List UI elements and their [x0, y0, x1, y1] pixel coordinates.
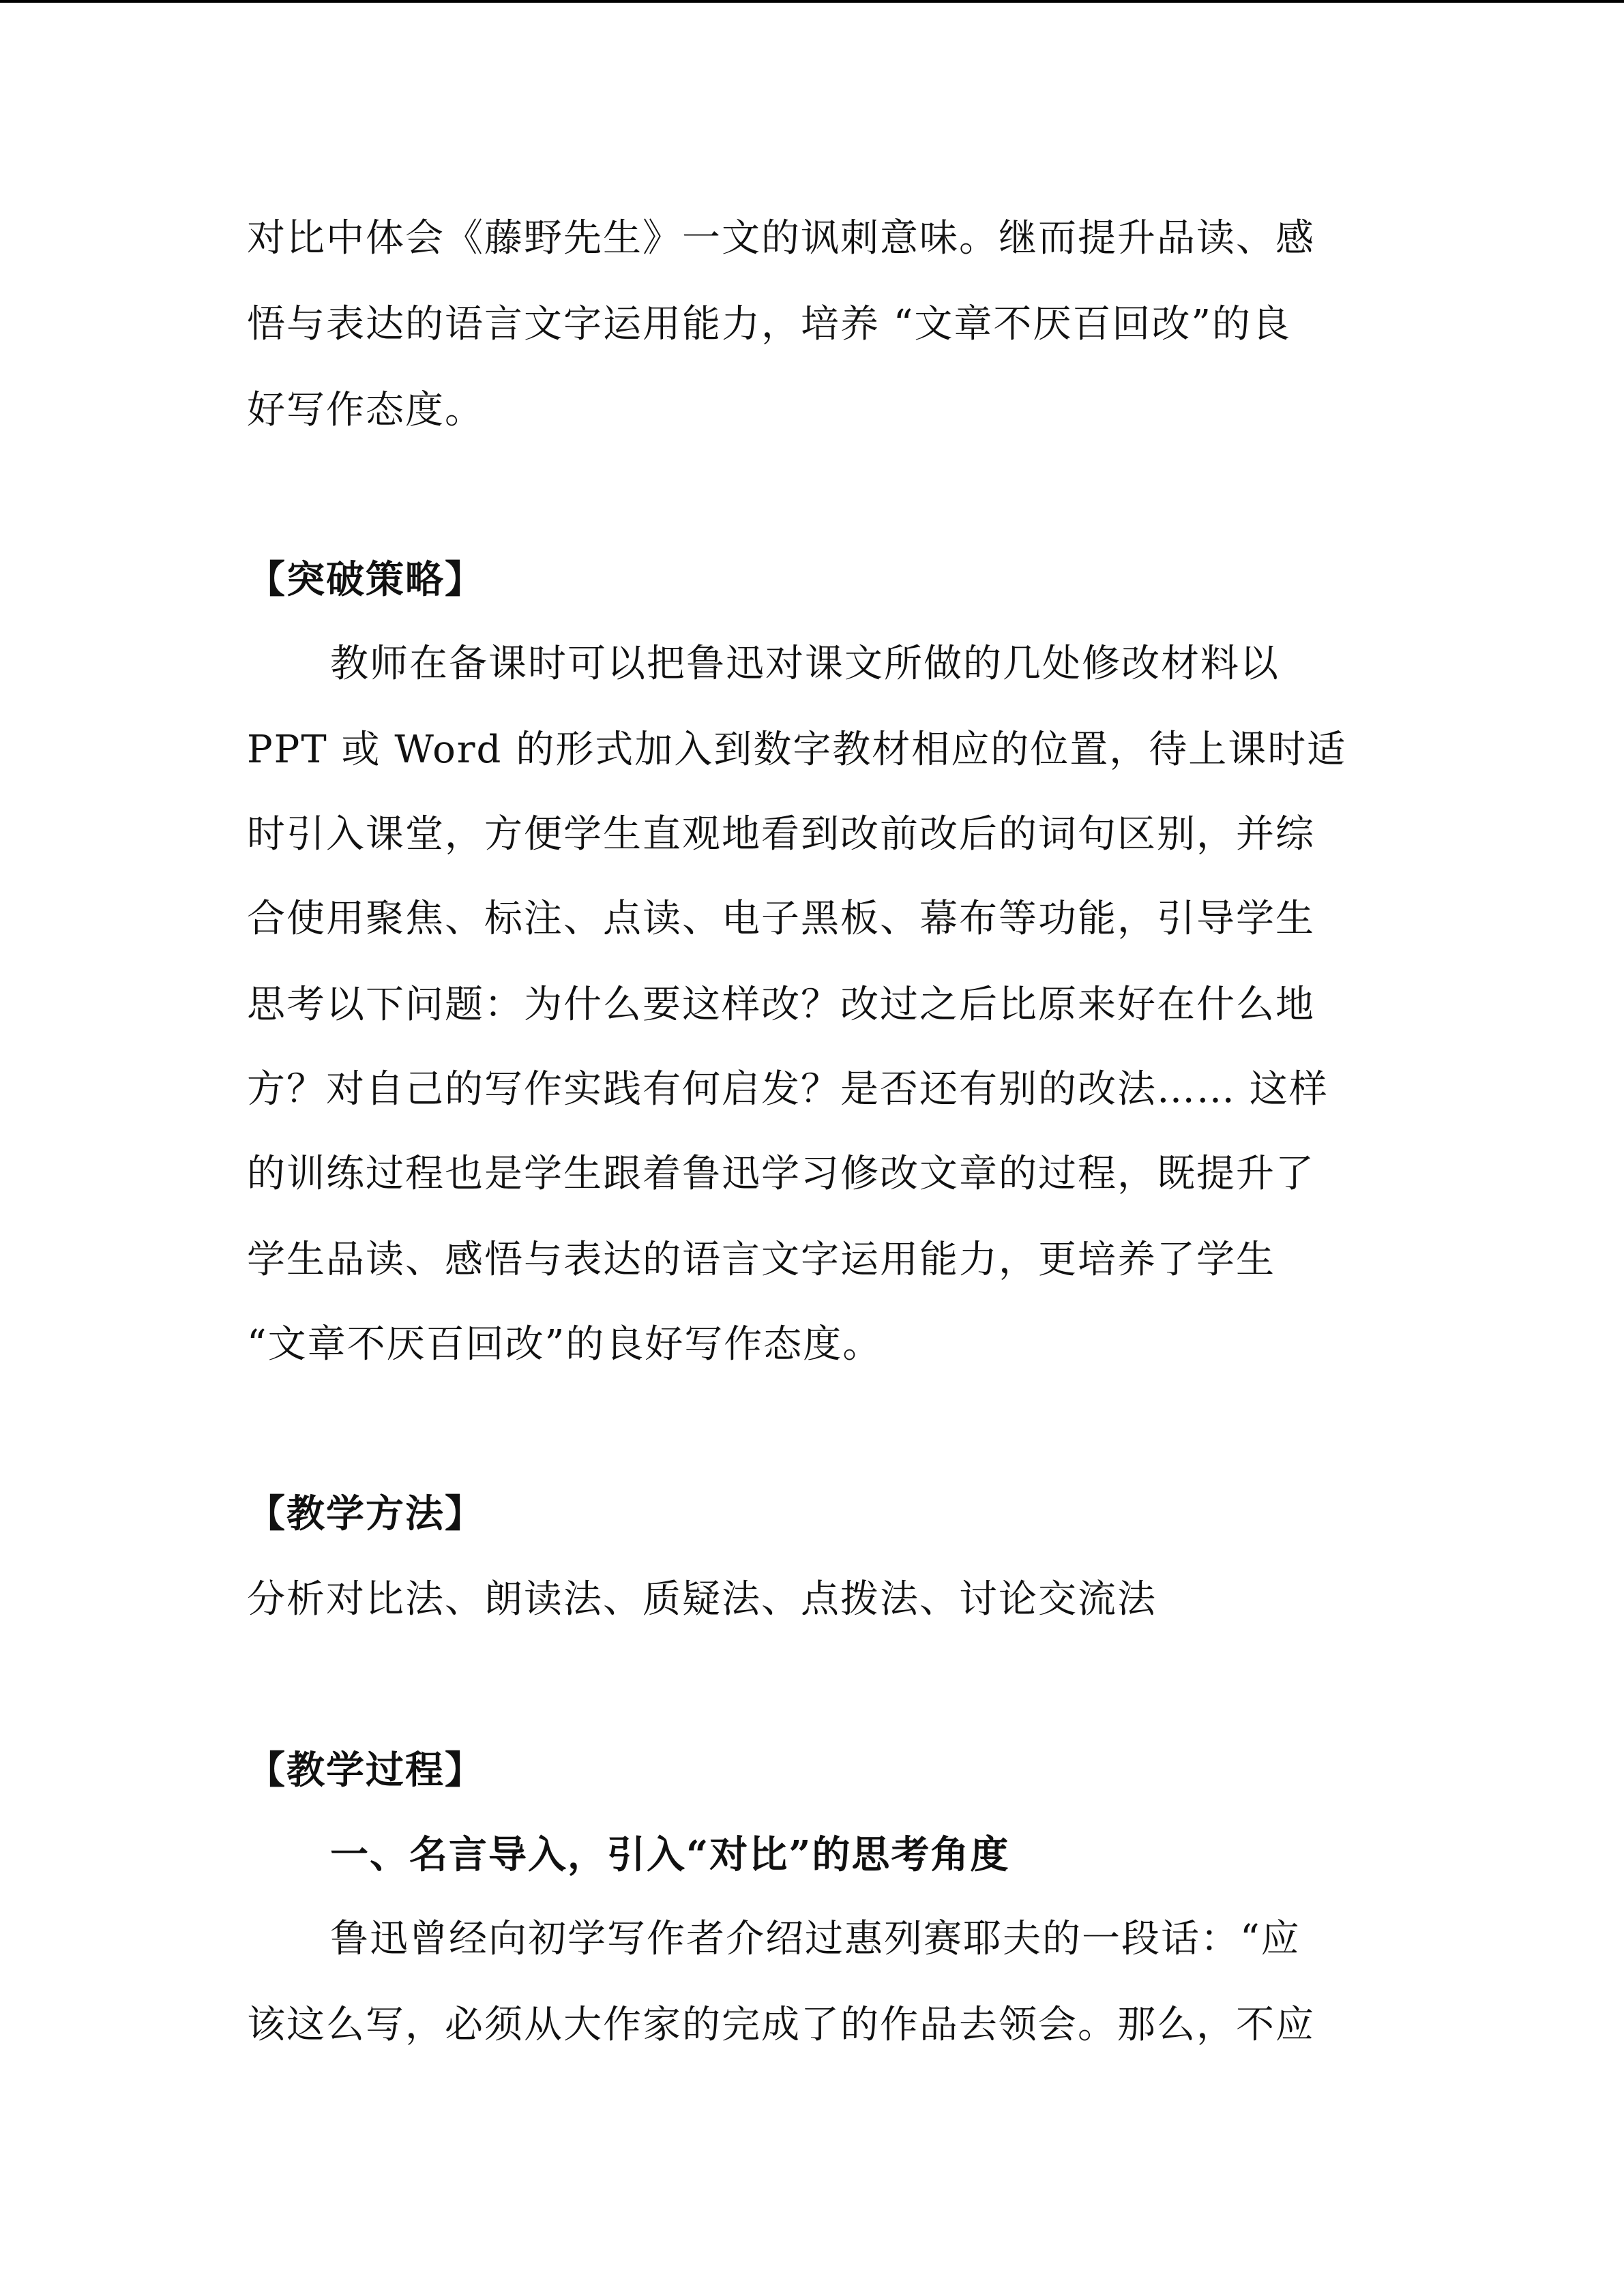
methods-text: 分析对比法、朗读法、质疑法、点拨法、讨论交流法 — [247, 1577, 1157, 1622]
strategy-line-5: 思考以下问题：为什么要这样改？改过之后比原来好在什么地 — [247, 983, 1315, 1027]
intro-line-1: 对比中体会《藤野先生》一文的讽刺意味。继而提升品读、感 — [247, 216, 1315, 260]
process-subheading: 一、名言导入，引入“对比”的思考角度 — [330, 1832, 1010, 1877]
process-heading: 【教学过程】 — [247, 1748, 484, 1793]
strategy-line-8: 学生品读、感悟与表达的语言文字运用能力，更培养了学生 — [247, 1238, 1275, 1282]
strategy-line-4: 合使用聚焦、标注、点读、电子黑板、幕布等功能，引导学生 — [247, 897, 1315, 941]
strategy-line-6: 方？对自己的写作实践有何启发？是否还有别的改法…… 这样 — [247, 1067, 1329, 1112]
process-line-2: 该这么写，必须从大作家的完成了的作品去领会。那么，不应 — [247, 2003, 1315, 2047]
strategy-line-7: 的训练过程也是学生跟着鲁迅学习修改文章的过程，既提升了 — [247, 1152, 1315, 1196]
strategy-heading: 【突破策略】 — [247, 557, 484, 602]
methods-heading: 【教学方法】 — [247, 1491, 484, 1536]
strategy-line-9: “文章不厌百回改”的良好写作态度。 — [247, 1322, 883, 1367]
process-line-1: 鲁迅曾经向初学写作者介绍过惠列赛耶夫的一段话：“应 — [330, 1917, 1301, 1961]
strategy-line-3: 时引入课堂，方便学生直观地看到改前改后的词句区别，并综 — [247, 812, 1315, 856]
strategy-line-2: PPT 或 Word 的形式加入到数字教材相应的位置，待上课时适 — [247, 728, 1347, 772]
strategy-line-1: 教师在备课时可以把鲁迅对课文所做的几处修改材料以 — [330, 642, 1280, 686]
intro-line-3: 好写作态度。 — [247, 388, 484, 432]
intro-line-2: 悟与表达的语言文字运用能力，培养 “文章不厌百回改”的良 — [247, 302, 1292, 346]
